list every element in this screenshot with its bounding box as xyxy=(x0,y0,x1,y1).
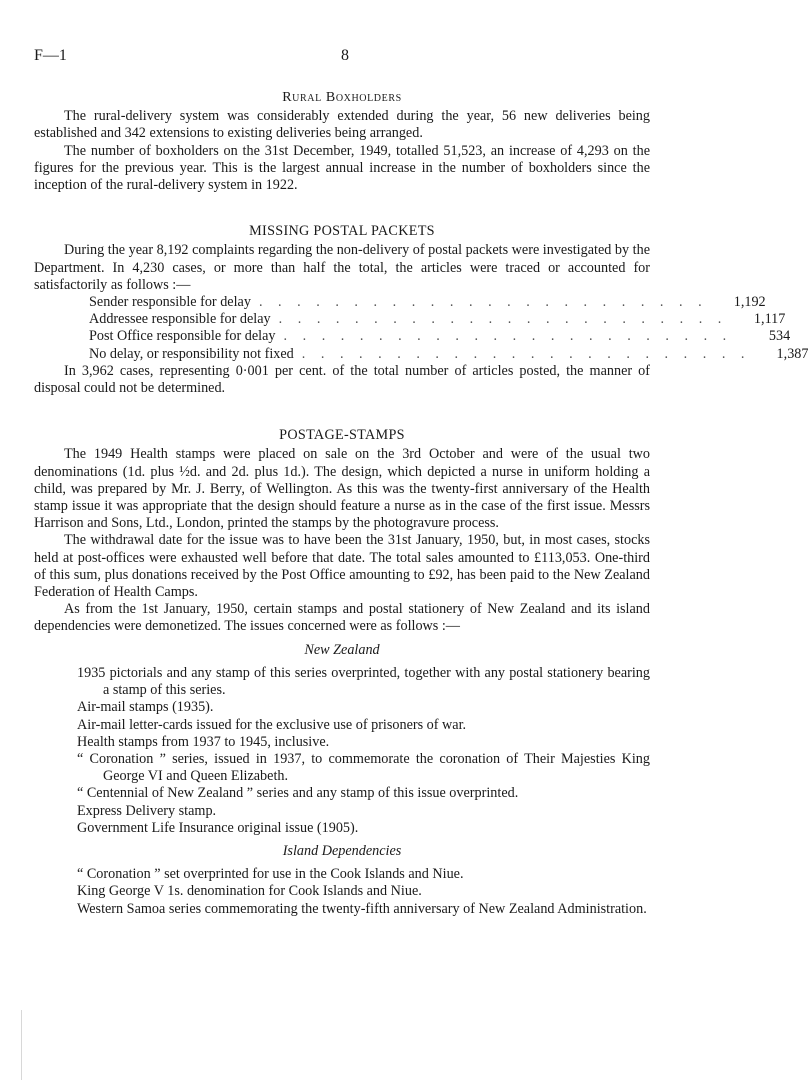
row-label: No delay, or responsibility not fixed xyxy=(89,345,294,362)
table-row: Addressee responsible for delay . . . . . . . . . . . . . . . . . . . . . . . . 1,117 xyxy=(89,311,786,328)
missing-breakdown-table xyxy=(34,294,808,363)
list-item: “ Coronation ” series, issued in 1937, to commemorate the coronation of Their Majesties King George VI and Queen Elizabeth. xyxy=(77,750,650,785)
list-item: “ Coronation ” set overprinted for use in the Cook Islands and Niue. xyxy=(77,866,464,883)
missing-paragraph-1: During the year 8,192 complaints regarding the non-delivery of postal packets were investigated by the Department. In 4,230 cases, or more than half the total, the articles were traced or accounted for satisfactorily as follows :— xyxy=(34,242,650,293)
list-item: “ Centennial of New Zealand ” series and any stamp of this issue overprinted. xyxy=(77,785,519,802)
island-dependencies-list xyxy=(34,866,650,918)
page-number: 8 xyxy=(341,47,349,64)
missing-packets-heading: MISSING POSTAL PACKETS xyxy=(249,223,435,240)
list-item: Government Life Insurance original issue (1905). xyxy=(77,819,359,836)
rural-boxholders-heading: Rural Boxholders xyxy=(282,90,402,105)
row-label: Post Office responsible for delay xyxy=(89,328,276,345)
missing-paragraph-2: In 3,962 cases, representing 0·001 per cent. of the total number of articles posted, the manner of disposal could not be determined. xyxy=(34,362,650,397)
rural-paragraph-1: The rural-delivery system was considerably extended during the year, 56 new deliveries being established and 342 extensions to existing deliveries being arranged. xyxy=(34,108,650,142)
report-reference: F—1 xyxy=(34,47,67,64)
row-value: 534 xyxy=(768,328,791,345)
row-label: Sender responsible for delay xyxy=(89,294,251,311)
row-label: Addressee responsible for delay xyxy=(89,311,271,328)
stamps-paragraph-1: The 1949 Health stamps were placed on sale on the 3rd October and were of the usual two denominations (1d. plus ½d. and 2d. plus 1d.). The design, which depicted a nurse in uniform holding a child, was prepared by Mr. J. Berry, of Wellington. As this was the twenty-first anniversary of the Health stamp issue it was appropriate that the design should feature a nurse as in the case of the first issue. Messrs Harrison and Sons, Ltd., London, printed the stamps by the photogravure process. xyxy=(34,446,650,532)
row-value: 1,387 xyxy=(776,345,808,362)
list-item: Western Samoa series commemorating the twenty-fifth anniversary of New Zealand Administration. xyxy=(77,900,647,917)
page-content xyxy=(34,89,808,918)
list-item: Health stamps from 1937 to 1945, inclusive. xyxy=(77,733,330,750)
postage-stamps-heading: POSTAGE-STAMPS xyxy=(279,427,405,444)
table-row: Sender responsible for delay . . . . . . . . . . . . . . . . . . . . . . . . 1,192 xyxy=(89,294,766,311)
row-value: 1,117 xyxy=(753,311,786,328)
list-item: Air-mail stamps (1935). xyxy=(77,699,214,716)
table-row: No delay, or responsibility not fixed . . . . . . . . . . . . . . . . . . . . . . . . 1,387 xyxy=(89,345,808,362)
list-item: 1935 pictorials and any stamp of this series overprinted, together with any postal stationery bearing a stamp of this series. xyxy=(77,664,650,699)
list-item: Air-mail letter-cards issued for the exclusive use of prisoners of war. xyxy=(77,716,467,733)
new-zealand-subheading: New Zealand xyxy=(304,641,380,658)
list-item: King George V 1s. denomination for Cook Islands and Niue. xyxy=(77,883,422,900)
stamps-paragraph-2: The withdrawal date for the issue was to have been the 31st January, 1950, but, in most cases, stocks held at post-offices were exhausted well before that date. The total sales amounted to £113,053. One-third of this sum, plus donations received by the Post Office amounting to £92, has been paid to the New Zealand Federation of Health Camps. xyxy=(34,532,650,601)
stamps-paragraph-3: As from the 1st January, 1950, certain stamps and postal stationery of New Zealand and its island dependencies were demonetized. The issues concerned were as follows :— xyxy=(34,601,650,635)
row-value: 1,192 xyxy=(733,294,766,311)
table-row: Post Office responsible for delay . . . . . . . . . . . . . . . . . . . . . . . . 534 xyxy=(89,328,791,345)
rural-paragraph-2: The number of boxholders on the 31st December, 1949, totalled 51,523, an increase of 4,293 on the figures for the previous year. This is the largest annual increase in the number of boxholders since the inception of the rural-delivery system in 1922. xyxy=(34,142,650,194)
island-dependencies-subheading: Island Dependencies xyxy=(282,842,402,859)
list-item: Express Delivery stamp. xyxy=(77,802,217,819)
new-zealand-list xyxy=(34,665,650,837)
scan-edge-line xyxy=(21,1010,22,1080)
